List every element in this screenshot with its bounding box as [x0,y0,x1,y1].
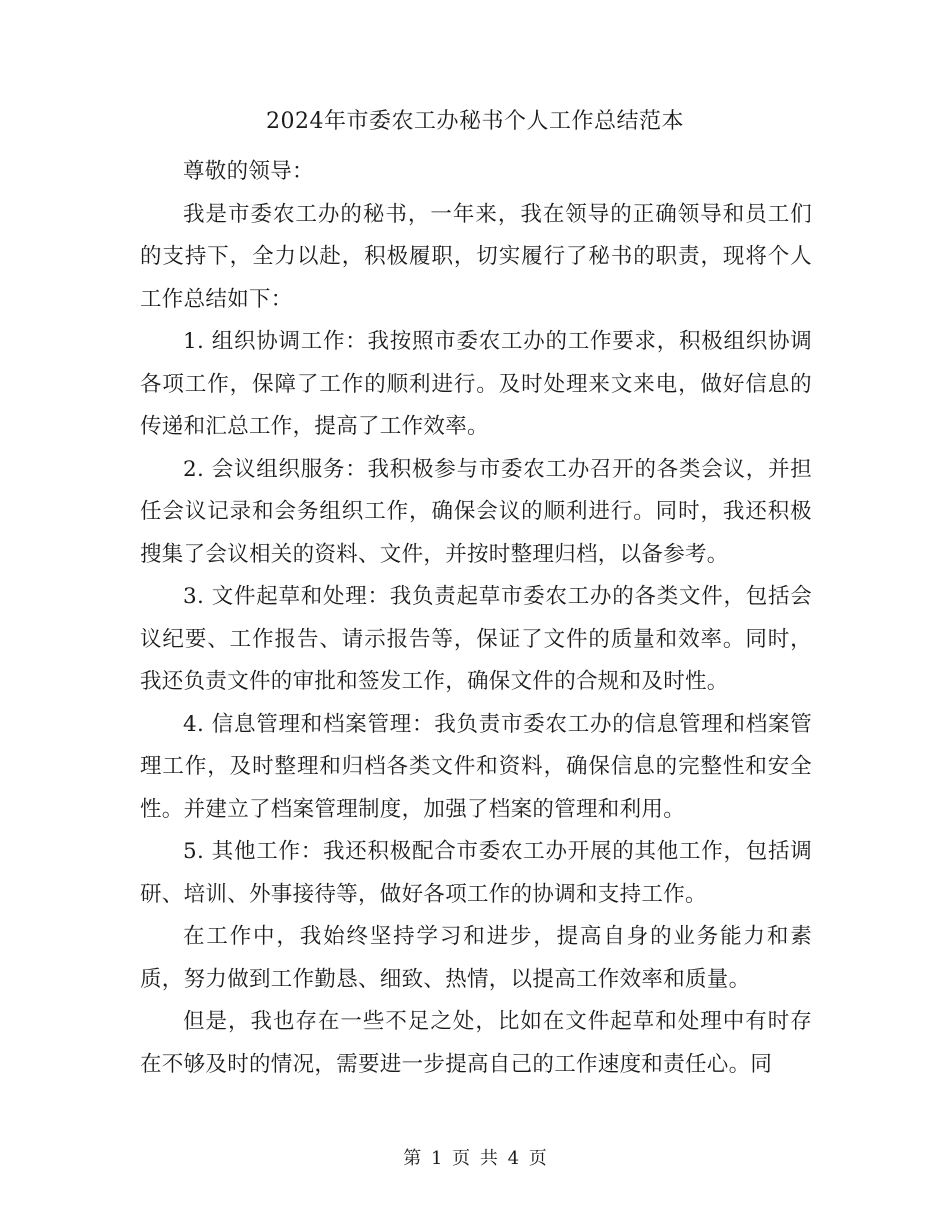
salutation: 尊敬的领导： [183,159,314,184]
reflection-paragraph: 在工作中，我始终坚持学习和进步，提高自身的业务能力和素质，努力做到工作勤恳、细致、热情，以提高工作效率和质量。 [140,924,812,992]
item-paragraph-4: 4. 信息管理和档案管理：我负责市委农工办的信息管理和档案管理工作，及时整理和归档各类文件和资料，确保信息的完整性和安全性。并建立了档案管理制度，加强了档案的管理和利用。 [140,711,812,822]
item-paragraph-2: 2. 会议组织服务：我积极参与市委农工办召开的各类会议，并担任会议记录和会务组织工作，确保会议的顺利进行。同时，我还积极搜集了会议相关的资料、文件，并按时整理归档，以备参考。 [140,456,812,567]
page-number: 第 1 页 共 4 页 [403,1148,547,1169]
document-body [140,151,812,1086]
item-paragraph-5: 5. 其他工作：我还积极配合市委农工办开展的其他工作，包括调研、培训、外事接待等，做好各项工作的协调和支持工作。 [140,839,812,907]
item-paragraph-3: 3. 文件起草和处理：我负责起草市委农工办的各类文件，包括会议纪要、工作报告、请示报告等，保证了文件的质量和效率。同时，我还负责文件的审批和签发工作，确保文件的合规和及时性。 [140,584,812,694]
document-title: 2024年市委农工办秘书个人工作总结范本 [266,109,684,134]
intro-paragraph: 我是市委农工办的秘书，一年来，我在领导的正确领导和员工们的支持下，全力以赴，积极履职，切实履行了秘书的职责，现将个人工作总结如下： [140,201,812,312]
item-paragraph-1: 1. 组织协调工作：我按照市委农工办的工作要求，积极组织协调各项工作，保障了工作的顺利进行。及时处理来文来电，做好信息的传递和汇总工作，提高了工作效率。 [140,329,812,439]
shortcomings-paragraph: 但是，我也存在一些不足之处，比如在文件起草和处理中有时存在不够及时的情况，需要进一步提高自己的工作速度和责任心。同 [140,1009,812,1077]
